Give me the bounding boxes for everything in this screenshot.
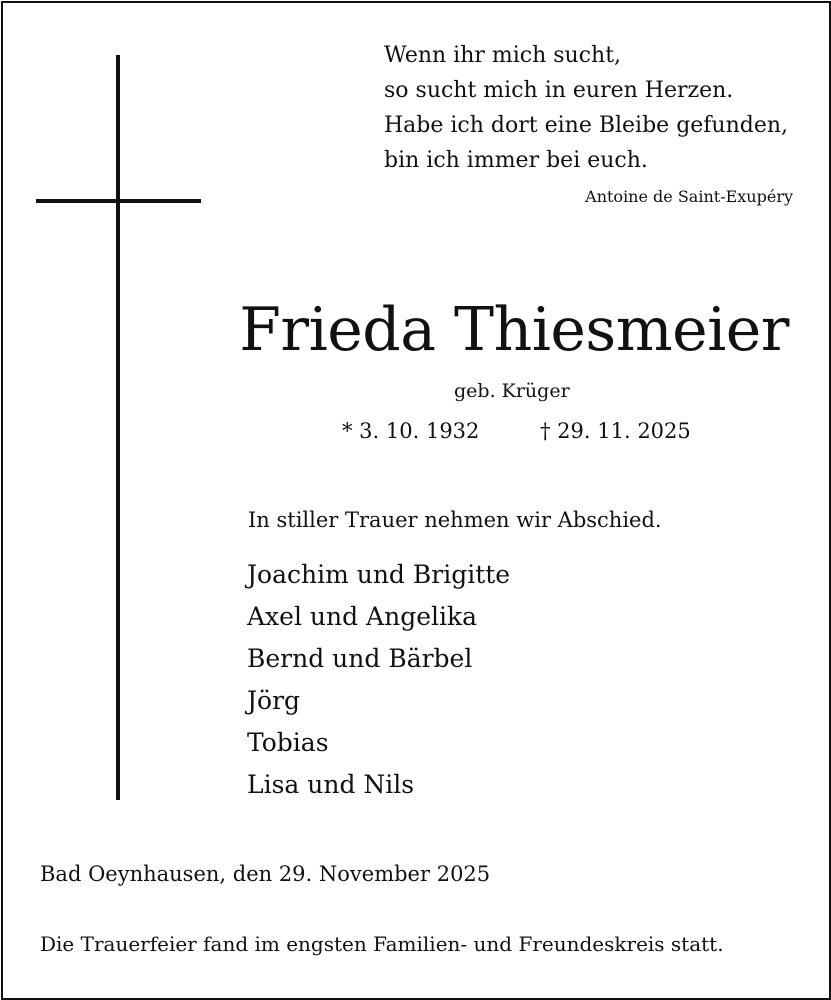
- cross-vertical-bar: [116, 55, 120, 800]
- family-member: Axel und Angelika: [247, 602, 478, 631]
- mourning-text: In stiller Trauer nehmen wir Abschied.: [248, 508, 662, 532]
- quote: [384, 38, 788, 178]
- service-note: Die Trauerfeier fand im engsten Familien- und Freundeskreis statt.: [40, 932, 724, 956]
- quote-line: Wenn ihr mich sucht,: [384, 43, 622, 68]
- death-date: † 29. 11. 2025: [540, 419, 691, 443]
- place-date: Bad Oeynhausen, den 29. November 2025: [40, 862, 491, 886]
- cross-horizontal-bar: [36, 199, 201, 203]
- quote-line: so sucht mich in euren Herzen.: [384, 78, 734, 103]
- family-member: Bernd und Bärbel: [247, 644, 473, 673]
- deceased-name: Frieda Thiesmeier: [239, 295, 789, 365]
- quote-line: bin ich immer bei euch.: [384, 148, 648, 173]
- family-list: [247, 554, 510, 806]
- family-member: Joachim und Brigitte: [247, 560, 511, 589]
- birth-date: * 3. 10. 1932: [342, 419, 480, 443]
- family-member: Tobias: [247, 728, 329, 757]
- family-member: Lisa und Nils: [247, 770, 415, 799]
- maiden-name: geb. Krüger: [454, 380, 570, 402]
- quote-author: Antoine de Saint-Exupéry: [585, 187, 793, 206]
- quote-line: Habe ich dort eine Bleibe gefunden,: [384, 113, 789, 138]
- family-member: Jörg: [247, 686, 301, 715]
